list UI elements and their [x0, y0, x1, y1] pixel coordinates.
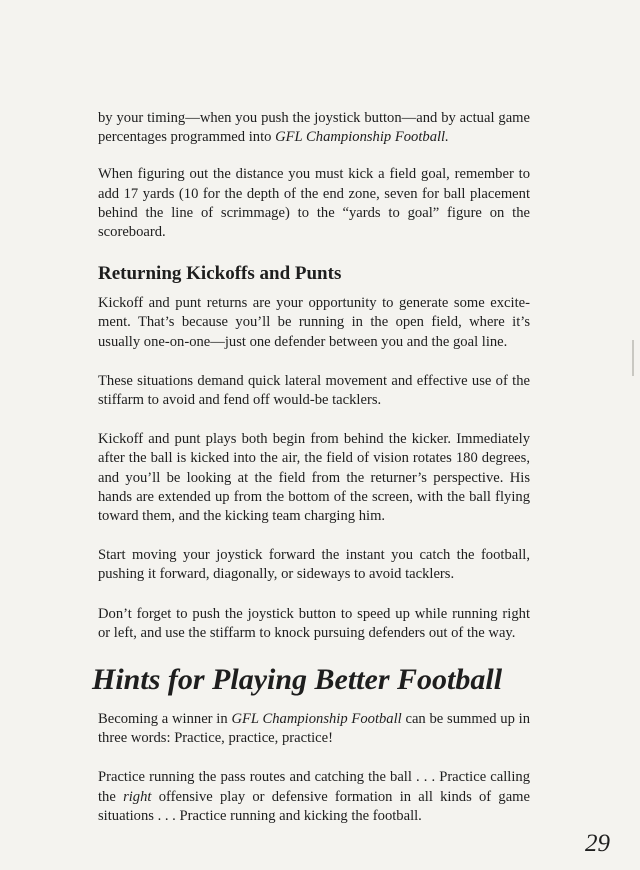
- paragraph-text: by your timing—when you push the joystick button—and by actual game percentages programmed into: [98, 110, 530, 146]
- paragraph-text: When figuring out the distance you must kick a field goal, remember to add 17 yards (10 for the depth of the end zone, seven for ball placement behind the line of scrimmage) to the “yards to goal” figure on the scoreboard.: [98, 166, 530, 241]
- paragraph-field-goal-distance: [98, 165, 530, 242]
- subheading-returning-kickoffs: Returning Kickoffs and Punts: [98, 263, 342, 285]
- paragraph-text: Don’t forget to push the joystick button to speed up while running right or left, and use the stiffarm to knock pursuing defenders out of the way.: [98, 605, 530, 641]
- paragraph-kickoff-punt-plays: [98, 430, 530, 526]
- paragraph-returns-opportunity: [98, 294, 530, 352]
- paragraph-text: Becoming a winner in: [98, 711, 232, 728]
- section-title-hints: Hints for Playing Better Football: [92, 663, 503, 697]
- paragraph-text: Kickoff and punt plays both begin from behind the kicker. Immediately after the ball is kicked into the air, the field of vision rotates 180 degrees, and you’ll be looking at the field from the returner’s perspective. His hands are extended up from the bottom of the screen, with the ball flying toward them, and the kicking team charging him.: [98, 431, 530, 525]
- page-number: 29: [585, 830, 610, 857]
- paragraph-lateral-movement: [98, 372, 530, 410]
- game-title-italic: GFL Championship Football: [231, 711, 402, 728]
- paragraph-text: offensive play or defensive formation in all kinds of game situations . . . Practice running and kicking the football.: [98, 788, 530, 824]
- page-content: [92, 109, 530, 846]
- paragraph-text: These situations demand quick lateral movement and effective use of the stiffarm to avoid and fend off would-be tacklers.: [98, 372, 530, 409]
- paragraph-text: Start moving your joystick forward the instant you catch the football, pushing it forward, diagonally, or sideways to avoid tacklers.: [98, 547, 530, 583]
- paragraph-text: can be summed up in three words: Practice, practice, practice!: [98, 711, 530, 747]
- emphasis-italic: right: [123, 788, 152, 805]
- paragraph-speed-up: [98, 605, 530, 643]
- paragraph-joystick-forward: [98, 546, 530, 584]
- paragraph-timing: [98, 109, 530, 147]
- paragraph-becoming-winner: [98, 710, 530, 748]
- paragraph-text: Practice running the pass routes and catching the ball . . . Practice calling the: [98, 769, 530, 805]
- game-title-italic: GFL Championship Football.: [275, 129, 449, 146]
- paragraph-text: Kickoff and punt returns are your opportunity to generate some excitement. That’s because you’ll be running in the open field, where it’s usually one-on-one—just one defender between you and the goal line.: [98, 295, 530, 350]
- paragraph-practice: [98, 768, 530, 826]
- page-edge-mark: [632, 340, 634, 376]
